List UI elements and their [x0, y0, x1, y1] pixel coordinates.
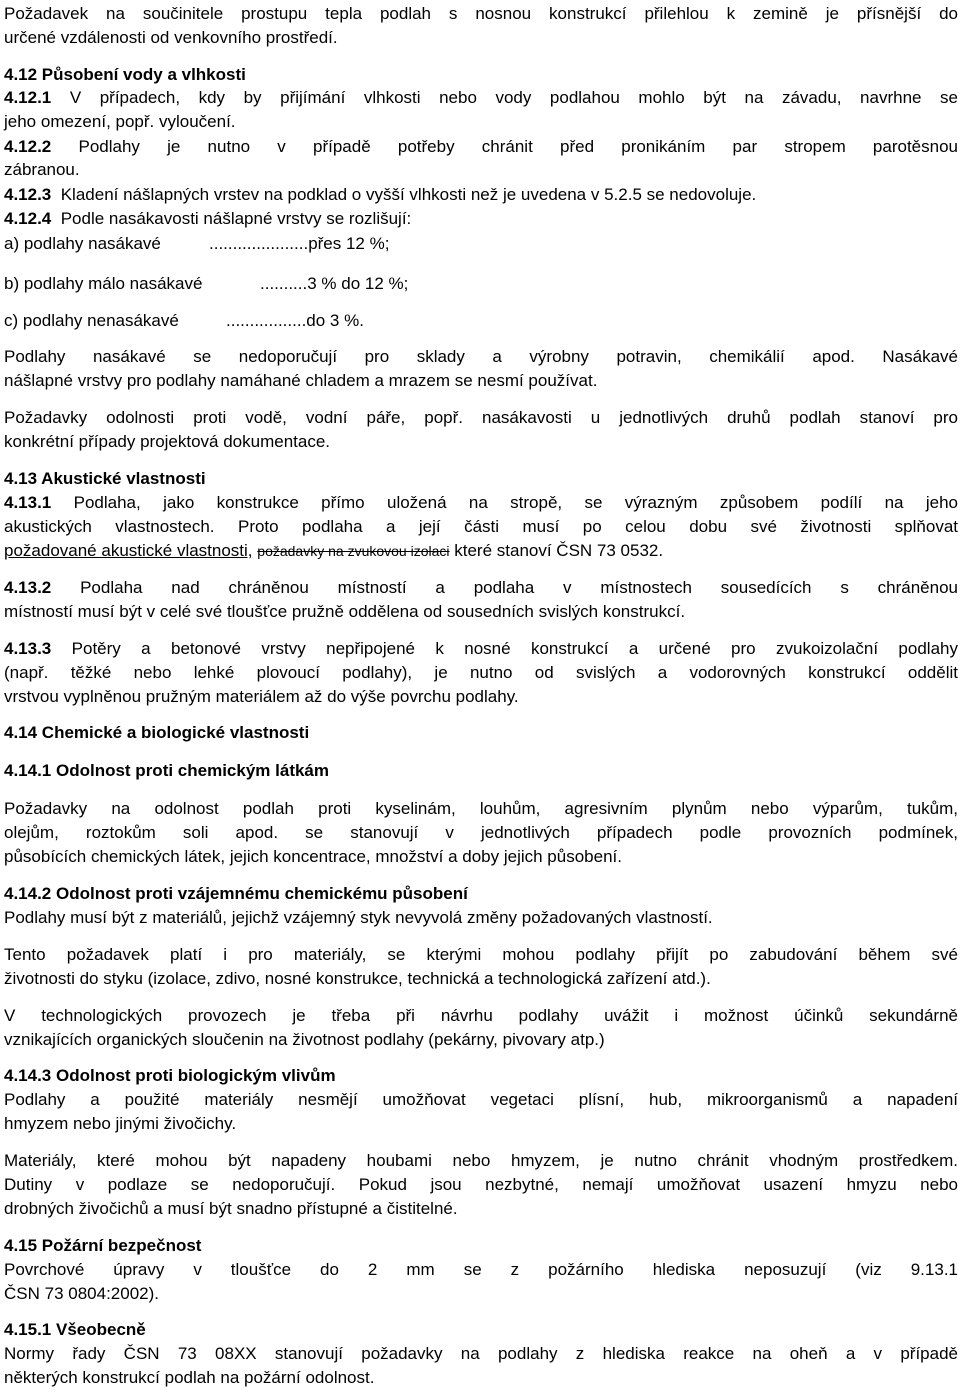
paragraph-line: (např. těžké nebo lehké plovoucí podlahy), je nutno od svislých a vodorovných konstrukcí oddělit [4, 663, 958, 682]
inserted-text: požadované akustické vlastnosti, [4, 541, 253, 560]
paragraph-line: nášlapné vrstvy pro podlahy namáhané chladem a mrazem se nesmí používat. [4, 371, 598, 390]
paragraph-line: Tento požadavek platí i pro materiály, se kterými mohou podlahy přijít po zabudování během své [4, 945, 958, 964]
list-item-c [4, 309, 364, 332]
paragraph-line: akustických vlastnostech. Proto podlaha a její části musí po celou dobu své životnosti splňovat [4, 517, 958, 536]
paragraph-line: vrstvou vyplněnou pružným materiálem až do výše povrchu podlahy. [4, 687, 519, 706]
paragraph-line: Podlahy musí být z materiálů, jejichž vzájemný styk nevyvolá změny požadovaných vlastností. [4, 908, 713, 927]
list-item-b [4, 272, 408, 295]
section-heading-4-15: 4.15 Požární bezpečnost [4, 1236, 202, 1255]
section-heading-4-14-2: 4.14.2 Odolnost proti vzájemnému chemickému působení [4, 884, 468, 903]
paragraph-line: jeho omezení, popř. vyloučení. [4, 112, 236, 131]
clause-number: 4.12.4 [4, 209, 52, 228]
clause-number: 4.12.3 [4, 185, 52, 204]
list-value: přes 12 %; [308, 234, 390, 253]
section-heading-4-14: 4.14 Chemické a biologické vlastnosti [4, 723, 310, 742]
list-item-a [4, 232, 389, 255]
clause-4-12-2 [4, 135, 958, 158]
clause-4-13-3 [4, 637, 958, 660]
list-value: 3 % do 12 %; [307, 274, 409, 293]
paragraph-line: vznikajících organických sloučenin na životnost podlahy (pekárny, pivovary atp.) [4, 1030, 605, 1049]
section-heading-4-13: 4.13 Akustické vlastnosti [4, 469, 206, 488]
paragraph-line: Požadavky odolnosti proti vodě, vodní páře, popř. nasákavosti u jednotlivých druhů podlah stanoví pro [4, 408, 958, 427]
paragraph-line: Požadavky na odolnost podlah proti kyselinám, louhům, agresivním plynům nebo výparům, tukům, [4, 799, 958, 818]
clause-text: Podlaha, jako konstrukce přímo uložená na stropě, se výrazným způsobem podílí na jeho [73, 493, 958, 512]
paragraph-line: V technologických provozech je třeba při návrhu podlahy uvážit i možnost účinků sekundárně [4, 1006, 958, 1025]
list-leader-dots: ................. [226, 311, 307, 330]
paragraph-line-revision [4, 539, 663, 563]
clause-4-12-3 [4, 183, 756, 206]
section-heading-4-15-1: 4.15.1 Všeobecně [4, 1320, 146, 1339]
paragraph-line: drobných živočichů a musí být snadno přístupné a čistitelné. [4, 1199, 458, 1218]
deleted-text: požadavky na zvukovou izolaci [257, 543, 450, 559]
clause-number: 4.12.2 [4, 137, 52, 156]
list-leader-dots: ..................... [209, 234, 309, 253]
list-label: b) podlahy málo nasákavé [4, 274, 203, 293]
paragraph-line: Podlahy nasákavé se nedoporučují pro sklady a výrobny potravin, chemikálií apod. Nasákavé [4, 347, 958, 366]
paragraph-line: hmyzem nebo jinými živočichy. [4, 1114, 237, 1133]
paragraph-line: některých konstrukcí podlah na požární odolnost. [4, 1368, 375, 1387]
clause-4-13-1 [4, 491, 958, 514]
list-value: do 3 %. [306, 311, 364, 330]
list-label: a) podlahy nasákavé [4, 234, 161, 253]
paragraph-line: Požadavek na součinitele prostupu tepla podlah s nosnou konstrukcí přilehlou k zemině je přísnější do [4, 4, 958, 23]
paragraph-line: olejům, roztokům soli apod. se stanovují v jednotlivých případech podle provozních podmínek, [4, 823, 958, 842]
clause-text: Kladení nášlapných vrstev na podklad o vyšší vlhkosti než je uvedena v 5.2.5 se nedovoluje. [60, 185, 757, 204]
clause-4-12-1 [4, 86, 958, 109]
paragraph-line: životnosti do styku (izolace, zdivo, nosné konstrukce, technická a technologická zařízení atd.). [4, 969, 711, 988]
paragraph-line: Normy řady ČSN 73 08XX stanovují požadavky na podlahy z hlediska reakce na oheň a v případě [4, 1344, 958, 1363]
paragraph-line: Materiály, které mohou být napadeny houbami nebo hmyzem, je nutno chránit vhodným prostředkem. [4, 1151, 958, 1170]
paragraph-line: konkrétní případy projektová dokumentace. [4, 432, 331, 451]
clause-4-12-4 [4, 207, 411, 230]
paragraph-line: Podlahy a použité materiály nesmějí umožňovat vegetaci plísní, hub, mikroorganismů a napadení [4, 1090, 958, 1109]
paragraph-line: působících chemických látek, jejich koncentrace, množství a doby jejich působení. [4, 847, 622, 866]
paragraph-line: určené vzdálenosti od venkovního prostředí. [4, 28, 338, 47]
clause-number: 4.13.3 [4, 639, 52, 658]
clause-number: 4.13.2 [4, 578, 52, 597]
list-label: c) podlahy nenasákavé [4, 311, 179, 330]
section-heading-4-12: 4.12 Působení vody a vlhkosti [4, 65, 246, 84]
clause-text: V případech, kdy by přijímání vlhkosti nebo vody podlahou mohlo být na závadu, navrhne se [69, 88, 958, 107]
clause-number: 4.13.1 [4, 493, 52, 512]
paragraph-line: zábranou. [4, 160, 80, 179]
clause-text: Podle nasákavosti nášlapné vrstvy se rozlišují: [60, 209, 412, 228]
clause-text: Potěry a betonové vrstvy nepřipojené k nosné konstrukcí a určené pro zvukoizolační podlahy [71, 639, 958, 658]
section-heading-4-14-3: 4.14.3 Odolnost proti biologickým vlivům [4, 1066, 336, 1085]
paragraph-line: ČSN 73 0804:2002). [4, 1284, 159, 1303]
clause-text: Podlahy je nutno v případě potřeby chránit před pronikáním par stropem parotěsnou [78, 137, 958, 156]
list-leader-dots: .......... [260, 274, 308, 293]
paragraph-line: Povrchové úpravy v tloušťce do 2 mm se z požárního hlediska neposuzují (viz 9.13.1 [4, 1260, 958, 1279]
paragraph-line: Dutiny v podlaze se nedoporučují. Pokud jsou nezbytné, nemají umožňovat usazení hmyzu nebo [4, 1175, 958, 1194]
clause-text: které stanoví ČSN 73 0532. [454, 541, 664, 560]
clause-number: 4.12.1 [4, 88, 52, 107]
paragraph-line: místností musí být v celé své tloušťce pružně oddělena od sousedních svislých konstrukcí. [4, 602, 686, 621]
section-heading-4-14-1: 4.14.1 Odolnost proti chemickým látkám [4, 761, 330, 780]
clause-4-13-2 [4, 576, 958, 599]
clause-text: Podlaha nad chráněnou místností a podlaha v místnostech sousedících s chráněnou [80, 578, 958, 597]
